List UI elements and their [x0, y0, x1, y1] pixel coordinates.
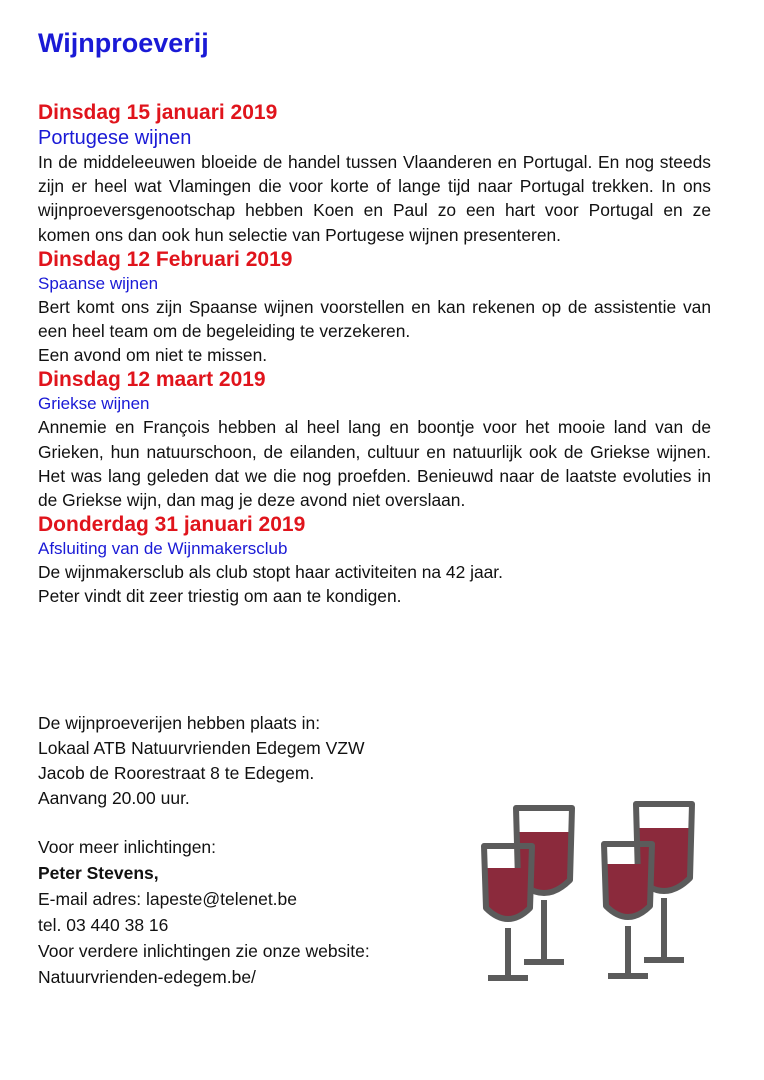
- event-description: [38, 415, 711, 512]
- event-3: [38, 367, 711, 512]
- venue-address: Jacob de Roorestraat 8 te Edegem.: [38, 763, 315, 783]
- event-4: [38, 512, 711, 608]
- event-paragraph: Peter vindt dit zeer triestig om aan te kondigen.: [38, 586, 402, 607]
- event-description: [38, 150, 711, 247]
- page-title: Wijnproeverij: [38, 28, 209, 58]
- event-subtitle: Afsluiting van de Wijnmakersclub: [38, 539, 288, 559]
- contact-email: E-mail adres: lapeste@telenet.be: [38, 889, 298, 909]
- events-list: [38, 100, 711, 609]
- venue-start-time: Aanvang 20.00 uur.: [38, 788, 190, 808]
- wine-glasses-icon: [470, 790, 710, 995]
- event-description: [38, 295, 711, 368]
- event-paragraph: Annemie en François hebben al heel lang en boontje voor het mooie land van de Grieken, hun natuurschoon, de eilanden, cultuur en natuurlijk ook de Griekse wijnen. Het was lang geleden dat we die nog proefden. Benieuwd naar de laatste evoluties in de Griekse wijn, dan mag je deze avond niet overslaan.: [38, 417, 711, 511]
- event-paragraph: Bert komt ons zijn Spaanse wijnen voorstellen en kan rekenen op de assistentie van een heel team om de begeleiding te verzekeren.: [38, 296, 711, 342]
- event-date: Dinsdag 12 maart 2019: [38, 368, 266, 392]
- venue-intro: De wijnproeverijen hebben plaats in:: [38, 713, 321, 733]
- event-subtitle: Griekse wijnen: [38, 394, 150, 414]
- event-paragraph: In de middeleeuwen bloeide de handel tussen Vlaanderen en Portugal. En nog steeds zijn er heel wat Vlamingen die voor korte of lange tijd naar Portugal trekken. In ons wijnproeversgenootschap hebben Koen en Paul zo een hart voor Portugal en ze komen ons dan ook hun selectie van Portugese wijnen presenteren.: [38, 152, 711, 245]
- contact-website-intro: Voor verdere inlichtingen zie onze website:: [38, 941, 370, 961]
- event-paragraph: Een avond om niet te missen.: [38, 345, 268, 366]
- contact-name: Peter Stevens,: [38, 863, 159, 883]
- contact-info: [38, 834, 370, 990]
- event-paragraph: De wijnmakersclub als club stopt haar activiteiten na 42 jaar.: [38, 562, 503, 583]
- event-1: [38, 100, 711, 247]
- event-2: [38, 247, 711, 368]
- event-date: Dinsdag 15 januari 2019: [38, 101, 278, 124]
- contact-website-link[interactable]: Natuurvrienden-edegem.be/: [38, 967, 256, 987]
- venue-name: Lokaal ATB Natuurvrienden Edegem VZW: [38, 738, 365, 758]
- contact-intro: Voor meer inlichtingen:: [38, 837, 217, 857]
- event-description: [38, 560, 711, 608]
- event-date: Dinsdag 12 Februari 2019: [38, 247, 293, 271]
- event-subtitle: Portugese wijnen: [38, 127, 192, 149]
- contact-phone: tel. 03 440 38 16: [38, 915, 169, 935]
- event-date: Donderdag 31 januari 2019: [38, 513, 306, 537]
- event-subtitle: Spaanse wijnen: [38, 273, 159, 293]
- venue-info: [38, 711, 365, 811]
